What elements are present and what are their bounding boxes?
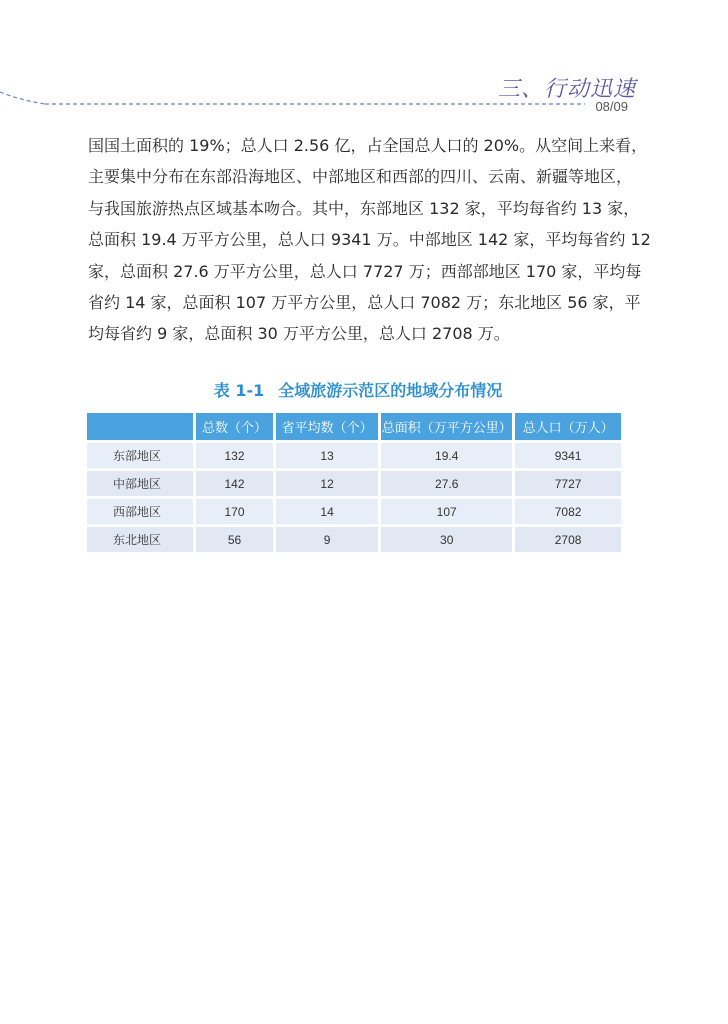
table-cell-region: 东部地区: [87, 443, 193, 468]
table-cell-region: 西部地区: [87, 499, 193, 524]
table-cell-region: 中部地区: [87, 471, 193, 496]
table-row: [87, 471, 621, 496]
table-cell: 132: [196, 443, 273, 468]
table-row: [87, 443, 621, 468]
table-cell: 56: [196, 527, 273, 552]
table-cell: 7727: [515, 471, 621, 496]
table-cell: 170: [196, 499, 273, 524]
table-header-cell: 总数（个）: [196, 413, 273, 440]
table-caption-number: 表 1-1: [213, 381, 265, 400]
body-line: 省约 14 家，总面积 107 万平方公里，总人口 7082 万；东北地区 56 家，平: [88, 292, 641, 312]
table-cell: 9: [276, 527, 378, 552]
table-cell: 14: [276, 499, 378, 524]
table-header-row: [87, 413, 621, 440]
body-line: 与我国旅游热点区域基本吻合。其中，东部地区 132 家，平均每省约 13 家，: [88, 198, 640, 218]
distribution-table: [84, 410, 624, 555]
body-line: 均每省约 9 家，总面积 30 万平方公里，总人口 2708 万。: [88, 324, 510, 344]
table-row: [87, 527, 621, 552]
table-cell-region: 东北地区: [87, 527, 193, 552]
table-cell: 27.6: [381, 471, 512, 496]
table-cell: 19.4: [381, 443, 512, 468]
body-line: 主要集中分布在东部沿海地区、中部地区和西部的四川、云南、新疆等地区，: [88, 167, 633, 187]
table-cell: 2708: [515, 527, 621, 552]
table-caption-title: 全域旅游示范区的地域分布情况: [278, 381, 503, 400]
table-row: [87, 499, 621, 524]
body-paragraph: [88, 130, 651, 350]
table-header-cell: 省平均数（个）: [276, 413, 378, 440]
table-header-cell: [87, 413, 193, 440]
table-caption: [88, 378, 628, 401]
table-cell: 142: [196, 471, 273, 496]
table-cell: 7082: [515, 499, 621, 524]
table-header-cell: 总人口（万人）: [515, 413, 621, 440]
section-title: 三、行动迅速: [497, 77, 636, 102]
body-line: 总面积 19.4 万平方公里，总人口 9341 万。中部地区 142 家，平均每省约 12: [88, 230, 651, 250]
table-header-cell: 总面积（万平方公里）: [381, 413, 512, 440]
table-cell: 9341: [515, 443, 621, 468]
table-cell: 13: [276, 443, 378, 468]
table-cell: 30: [381, 527, 512, 552]
table-cell: 12: [276, 471, 378, 496]
page-number: 08/09: [595, 99, 628, 114]
body-line: 国国土面积的 19%；总人口 2.56 亿，占全国总人口的 20%。从空间上来看，: [88, 136, 648, 155]
body-line: 家，总面积 27.6 万平方公里，总人口 7727 万；西部部地区 170 家，平均每: [88, 261, 642, 281]
table-cell: 107: [381, 499, 512, 524]
